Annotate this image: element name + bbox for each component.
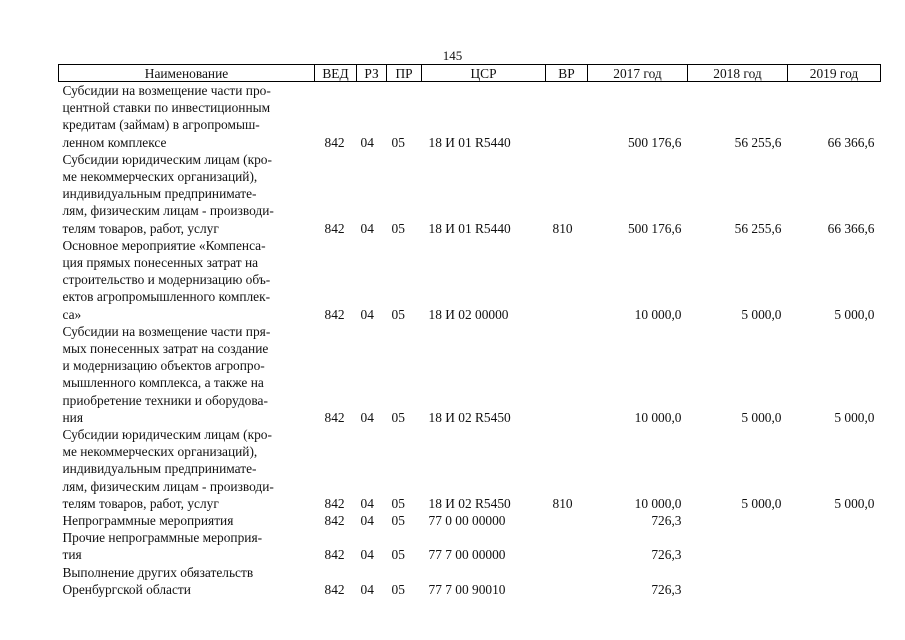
row-2018: 56 255,6 bbox=[734, 220, 782, 236]
row-pr: 05 bbox=[391, 220, 405, 236]
row-pr: 05 bbox=[391, 513, 405, 529]
row-name: Непрограммные мероприятия bbox=[62, 513, 234, 529]
row-csr: 18 И 01 R5440 bbox=[428, 220, 511, 236]
row-csr: 18 И 02 00000 bbox=[428, 306, 509, 322]
row-2019: 66 366,6 bbox=[827, 134, 875, 150]
row-name: Основное мероприятие «Компенса- ция прямых понесенных затрат на строительство и модернизацию объ- ектов агропромышленного комплек- са» bbox=[62, 237, 271, 322]
row-name: Выполнение других обязательств Оренбургской области bbox=[62, 564, 254, 597]
row-2018: 5 000,0 bbox=[741, 495, 782, 511]
header-2018: 2018 год bbox=[688, 65, 788, 82]
row-pr: 05 bbox=[391, 547, 405, 563]
row-2018 bbox=[688, 564, 788, 598]
row-2017: 500 176,6 bbox=[627, 220, 682, 236]
row-csr: 77 0 00 00000 bbox=[428, 513, 506, 529]
row-pr: 05 bbox=[391, 409, 405, 425]
row-vr bbox=[546, 323, 588, 426]
row-name: Прочие непрограммные мероприя- тия bbox=[62, 530, 263, 563]
table-row bbox=[59, 151, 881, 237]
row-vr bbox=[546, 529, 588, 563]
row-2019: 5 000,0 bbox=[834, 409, 875, 425]
row-vr: 810 bbox=[552, 220, 573, 236]
row-2019 bbox=[788, 564, 881, 598]
row-2017: 10 000,0 bbox=[634, 409, 682, 425]
row-2018: 5 000,0 bbox=[741, 409, 782, 425]
row-2019: 5 000,0 bbox=[834, 495, 875, 511]
row-2017: 500 176,6 bbox=[627, 134, 682, 150]
row-2019 bbox=[788, 529, 881, 563]
row-vr: 810 bbox=[552, 495, 573, 511]
budget-table bbox=[58, 64, 881, 598]
row-ved: 842 bbox=[324, 495, 345, 511]
row-2017: 10 000,0 bbox=[634, 495, 682, 511]
row-name: Субсидии на возмещение части пря- мых понесенных затрат на создание и модернизацию объектов агропро- мышленного комплекса, а также на приобретение техники и оборудова- ния bbox=[62, 323, 271, 425]
row-rz: 04 bbox=[360, 513, 374, 529]
row-ved: 842 bbox=[324, 220, 345, 236]
row-ved: 842 bbox=[324, 409, 345, 425]
page-number: 145 bbox=[442, 48, 463, 63]
row-vr bbox=[546, 237, 588, 323]
header-rz: РЗ bbox=[357, 65, 387, 82]
row-pr: 05 bbox=[391, 581, 405, 597]
header-csr: ЦСР bbox=[422, 65, 546, 82]
table-row bbox=[59, 237, 881, 323]
row-2019: 5 000,0 bbox=[834, 306, 875, 322]
row-ved: 842 bbox=[324, 513, 345, 529]
row-rz: 04 bbox=[360, 495, 374, 511]
row-pr: 05 bbox=[391, 134, 405, 150]
row-pr: 05 bbox=[391, 495, 405, 511]
row-2018 bbox=[688, 512, 788, 529]
row-2017: 726,3 bbox=[651, 581, 682, 597]
header-2019: 2019 год bbox=[788, 65, 881, 82]
row-2017: 726,3 bbox=[651, 547, 682, 563]
table-row bbox=[59, 529, 881, 563]
row-rz: 04 bbox=[360, 547, 374, 563]
row-ved: 842 bbox=[324, 134, 345, 150]
row-csr: 77 7 00 90010 bbox=[428, 581, 506, 597]
row-ved: 842 bbox=[324, 547, 345, 563]
row-2018: 56 255,6 bbox=[734, 134, 782, 150]
row-rz: 04 bbox=[360, 134, 374, 150]
table-row bbox=[59, 564, 881, 598]
header-pr: ПР bbox=[387, 65, 422, 82]
row-2018 bbox=[688, 529, 788, 563]
row-2017: 726,3 bbox=[651, 513, 682, 529]
table-row bbox=[59, 82, 881, 151]
row-pr: 05 bbox=[391, 306, 405, 322]
row-csr: 18 И 01 R5440 bbox=[428, 134, 511, 150]
row-rz: 04 bbox=[360, 581, 374, 597]
row-name: Субсидии юридическим лицам (кро- ме некоммерческих организаций), индивидуальным предпринимате- лям, физическим лицам - производи- телям товаров, работ, услуг bbox=[62, 151, 274, 236]
table-row bbox=[59, 426, 881, 512]
header-vr: ВР bbox=[546, 65, 588, 82]
row-name: Субсидии юридическим лицам (кро- ме некоммерческих организаций), индивидуальным предпринимате- лям, физическим лицам - производи- телям товаров, работ, услуг bbox=[62, 427, 274, 511]
table-header-row bbox=[59, 65, 881, 82]
row-csr: 18 И 02 R5450 bbox=[428, 495, 511, 511]
row-vr bbox=[546, 82, 588, 151]
row-vr bbox=[546, 512, 588, 529]
row-ved: 842 bbox=[324, 306, 345, 322]
row-rz: 04 bbox=[360, 306, 374, 322]
row-ved: 842 bbox=[324, 581, 345, 597]
table-row bbox=[59, 323, 881, 426]
row-csr: 18 И 02 R5450 bbox=[428, 409, 511, 425]
row-name: Субсидии на возмещение части про- центной ставки по инвестиционным кредитам (займам) в агропромыш- ленном комплексе bbox=[62, 83, 271, 150]
row-vr bbox=[546, 564, 588, 598]
row-rz: 04 bbox=[360, 220, 374, 236]
row-rz: 04 bbox=[360, 409, 374, 425]
header-name: Наименование bbox=[59, 65, 315, 82]
row-csr: 77 7 00 00000 bbox=[428, 547, 506, 563]
row-2019: 66 366,6 bbox=[827, 220, 875, 236]
row-2017: 10 000,0 bbox=[634, 306, 682, 322]
row-2018: 5 000,0 bbox=[741, 306, 782, 322]
table-row bbox=[59, 512, 881, 529]
header-ved: ВЕД bbox=[315, 65, 357, 82]
header-2017: 2017 год bbox=[588, 65, 688, 82]
row-2019 bbox=[788, 512, 881, 529]
